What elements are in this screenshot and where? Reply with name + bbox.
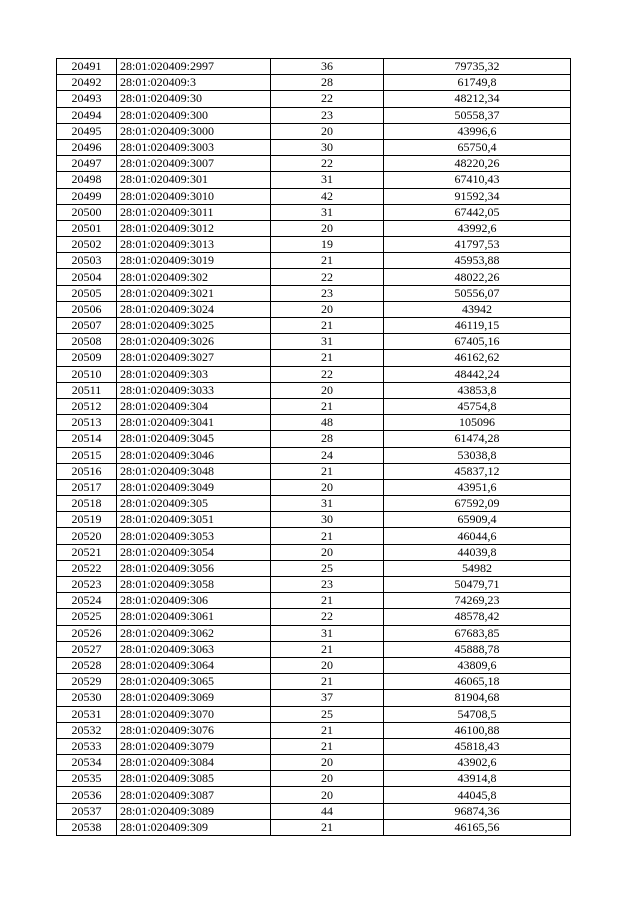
quantity-cell: 36	[271, 59, 384, 75]
cadastral-number-cell: 28:01:020409:3046	[117, 447, 271, 463]
row-number-cell: 20521	[57, 544, 117, 560]
cadastral-number-cell: 28:01:020409:3021	[117, 285, 271, 301]
row-number-cell: 20520	[57, 528, 117, 544]
table-row	[57, 301, 571, 317]
cadastral-number-cell: 28:01:020409:3069	[117, 690, 271, 706]
cadastral-number-cell: 28:01:020409:30	[117, 91, 271, 107]
quantity-cell: 20	[271, 479, 384, 495]
row-number-cell: 20498	[57, 172, 117, 188]
quantity-cell: 21	[271, 253, 384, 269]
quantity-cell: 19	[271, 237, 384, 253]
table-row	[57, 722, 571, 738]
table-row	[57, 463, 571, 479]
table-row	[57, 431, 571, 447]
table-row	[57, 496, 571, 512]
row-number-cell: 20507	[57, 318, 117, 334]
table-row	[57, 657, 571, 673]
row-number-cell: 20523	[57, 577, 117, 593]
table-row	[57, 706, 571, 722]
quantity-cell: 31	[271, 625, 384, 641]
value-cell: 43992,6	[384, 220, 571, 236]
value-cell: 50556,07	[384, 285, 571, 301]
cadastral-number-cell: 28:01:020409:3063	[117, 641, 271, 657]
table-row	[57, 479, 571, 495]
value-cell: 67410,43	[384, 172, 571, 188]
cadastral-number-cell: 28:01:020409:3058	[117, 577, 271, 593]
value-cell: 43942	[384, 301, 571, 317]
cadastral-table	[56, 58, 571, 836]
cadastral-number-cell: 28:01:020409:3089	[117, 803, 271, 819]
row-number-cell: 20508	[57, 334, 117, 350]
row-number-cell: 20524	[57, 593, 117, 609]
cadastral-number-cell: 28:01:020409:3061	[117, 609, 271, 625]
quantity-cell: 20	[271, 657, 384, 673]
cadastral-number-cell: 28:01:020409:3065	[117, 674, 271, 690]
row-number-cell: 20522	[57, 560, 117, 576]
value-cell: 50558,37	[384, 107, 571, 123]
table-row	[57, 318, 571, 334]
table-row	[57, 609, 571, 625]
row-number-cell: 20501	[57, 220, 117, 236]
quantity-cell: 23	[271, 107, 384, 123]
row-number-cell: 20513	[57, 415, 117, 431]
cadastral-number-cell: 28:01:020409:3053	[117, 528, 271, 544]
quantity-cell: 25	[271, 560, 384, 576]
value-cell: 74269,23	[384, 593, 571, 609]
value-cell: 43996,6	[384, 123, 571, 139]
table-row	[57, 285, 571, 301]
value-cell: 48212,34	[384, 91, 571, 107]
row-number-cell: 20536	[57, 787, 117, 803]
value-cell: 46100,88	[384, 722, 571, 738]
table-body	[57, 59, 571, 836]
value-cell: 46044,6	[384, 528, 571, 544]
table-row	[57, 237, 571, 253]
quantity-cell: 21	[271, 398, 384, 414]
cadastral-number-cell: 28:01:020409:3	[117, 75, 271, 91]
table-row	[57, 528, 571, 544]
cadastral-number-cell: 28:01:020409:3070	[117, 706, 271, 722]
table-row	[57, 253, 571, 269]
row-number-cell: 20499	[57, 188, 117, 204]
value-cell: 46165,56	[384, 819, 571, 835]
table-row	[57, 382, 571, 398]
quantity-cell: 21	[271, 722, 384, 738]
value-cell: 54982	[384, 560, 571, 576]
table-row	[57, 398, 571, 414]
row-number-cell: 20503	[57, 253, 117, 269]
quantity-cell: 23	[271, 577, 384, 593]
value-cell: 54708,5	[384, 706, 571, 722]
quantity-cell: 20	[271, 301, 384, 317]
value-cell: 46162,62	[384, 350, 571, 366]
quantity-cell: 28	[271, 431, 384, 447]
row-number-cell: 20515	[57, 447, 117, 463]
value-cell: 48578,42	[384, 609, 571, 625]
value-cell: 48442,24	[384, 366, 571, 382]
value-cell: 45888,78	[384, 641, 571, 657]
cadastral-number-cell: 28:01:020409:3076	[117, 722, 271, 738]
value-cell: 61474,28	[384, 431, 571, 447]
cadastral-number-cell: 28:01:020409:300	[117, 107, 271, 123]
quantity-cell: 30	[271, 512, 384, 528]
cadastral-number-cell: 28:01:020409:3013	[117, 237, 271, 253]
row-number-cell: 20531	[57, 706, 117, 722]
quantity-cell: 37	[271, 690, 384, 706]
value-cell: 45953,88	[384, 253, 571, 269]
quantity-cell: 21	[271, 593, 384, 609]
value-cell: 67442,05	[384, 204, 571, 220]
cadastral-number-cell: 28:01:020409:3012	[117, 220, 271, 236]
cadastral-number-cell: 28:01:020409:3027	[117, 350, 271, 366]
table-row	[57, 803, 571, 819]
quantity-cell: 31	[271, 334, 384, 350]
table-row	[57, 674, 571, 690]
row-number-cell: 20492	[57, 75, 117, 91]
value-cell: 43914,8	[384, 771, 571, 787]
quantity-cell: 21	[271, 318, 384, 334]
quantity-cell: 22	[271, 366, 384, 382]
quantity-cell: 31	[271, 172, 384, 188]
table-row	[57, 139, 571, 155]
row-number-cell: 20525	[57, 609, 117, 625]
table-row	[57, 625, 571, 641]
value-cell: 45818,43	[384, 738, 571, 754]
value-cell: 96874,36	[384, 803, 571, 819]
quantity-cell: 25	[271, 706, 384, 722]
table-row	[57, 91, 571, 107]
table-row	[57, 415, 571, 431]
value-cell: 48022,26	[384, 269, 571, 285]
quantity-cell: 21	[271, 641, 384, 657]
value-cell: 45754,8	[384, 398, 571, 414]
table-row	[57, 560, 571, 576]
quantity-cell: 30	[271, 139, 384, 155]
table-row	[57, 738, 571, 754]
row-number-cell: 20497	[57, 156, 117, 172]
row-number-cell: 20504	[57, 269, 117, 285]
row-number-cell: 20518	[57, 496, 117, 512]
table-row	[57, 641, 571, 657]
quantity-cell: 23	[271, 285, 384, 301]
quantity-cell: 22	[271, 156, 384, 172]
cadastral-number-cell: 28:01:020409:3010	[117, 188, 271, 204]
value-cell: 41797,53	[384, 237, 571, 253]
quantity-cell: 48	[271, 415, 384, 431]
cadastral-number-cell: 28:01:020409:3048	[117, 463, 271, 479]
row-number-cell: 20517	[57, 479, 117, 495]
quantity-cell: 44	[271, 803, 384, 819]
quantity-cell: 22	[271, 269, 384, 285]
table-row	[57, 787, 571, 803]
value-cell: 91592,34	[384, 188, 571, 204]
row-number-cell: 20516	[57, 463, 117, 479]
cadastral-number-cell: 28:01:020409:3079	[117, 738, 271, 754]
value-cell: 79735,32	[384, 59, 571, 75]
cadastral-number-cell: 28:01:020409:3056	[117, 560, 271, 576]
row-number-cell: 20528	[57, 657, 117, 673]
table-row	[57, 59, 571, 75]
value-cell: 45837,12	[384, 463, 571, 479]
row-number-cell: 20510	[57, 366, 117, 382]
quantity-cell: 20	[271, 787, 384, 803]
row-number-cell: 20519	[57, 512, 117, 528]
table-row	[57, 269, 571, 285]
quantity-cell: 28	[271, 75, 384, 91]
table-row	[57, 544, 571, 560]
value-cell: 61749,8	[384, 75, 571, 91]
cadastral-number-cell: 28:01:020409:3051	[117, 512, 271, 528]
table-row	[57, 188, 571, 204]
cadastral-number-cell: 28:01:020409:3007	[117, 156, 271, 172]
table-row	[57, 220, 571, 236]
row-number-cell: 20514	[57, 431, 117, 447]
cadastral-number-cell: 28:01:020409:304	[117, 398, 271, 414]
row-number-cell: 20506	[57, 301, 117, 317]
row-number-cell: 20537	[57, 803, 117, 819]
cadastral-number-cell: 28:01:020409:305	[117, 496, 271, 512]
row-number-cell: 20526	[57, 625, 117, 641]
table-row	[57, 366, 571, 382]
quantity-cell: 22	[271, 91, 384, 107]
value-cell: 46065,18	[384, 674, 571, 690]
table-row	[57, 593, 571, 609]
value-cell: 46119,15	[384, 318, 571, 334]
table-row	[57, 447, 571, 463]
cadastral-number-cell: 28:01:020409:3024	[117, 301, 271, 317]
value-cell: 44039,8	[384, 544, 571, 560]
row-number-cell: 20500	[57, 204, 117, 220]
table-row	[57, 334, 571, 350]
table-row	[57, 156, 571, 172]
row-number-cell: 20538	[57, 819, 117, 835]
table-row	[57, 819, 571, 835]
table-row	[57, 577, 571, 593]
cadastral-number-cell: 28:01:020409:302	[117, 269, 271, 285]
cadastral-number-cell: 28:01:020409:3054	[117, 544, 271, 560]
table-row	[57, 123, 571, 139]
quantity-cell: 20	[271, 544, 384, 560]
quantity-cell: 21	[271, 674, 384, 690]
quantity-cell: 20	[271, 123, 384, 139]
row-number-cell: 20527	[57, 641, 117, 657]
quantity-cell: 20	[271, 771, 384, 787]
row-number-cell: 20509	[57, 350, 117, 366]
row-number-cell: 20535	[57, 771, 117, 787]
row-number-cell: 20533	[57, 738, 117, 754]
row-number-cell: 20512	[57, 398, 117, 414]
cadastral-number-cell: 28:01:020409:3026	[117, 334, 271, 350]
value-cell: 43853,8	[384, 382, 571, 398]
cadastral-number-cell: 28:01:020409:3000	[117, 123, 271, 139]
table-row	[57, 771, 571, 787]
cadastral-number-cell: 28:01:020409:3041	[117, 415, 271, 431]
row-number-cell: 20493	[57, 91, 117, 107]
row-number-cell: 20502	[57, 237, 117, 253]
cadastral-number-cell: 28:01:020409:3085	[117, 771, 271, 787]
cadastral-number-cell: 28:01:020409:3064	[117, 657, 271, 673]
cadastral-number-cell: 28:01:020409:3011	[117, 204, 271, 220]
quantity-cell: 31	[271, 496, 384, 512]
value-cell: 43951,6	[384, 479, 571, 495]
quantity-cell: 20	[271, 755, 384, 771]
table-row	[57, 350, 571, 366]
row-number-cell: 20505	[57, 285, 117, 301]
row-number-cell: 20530	[57, 690, 117, 706]
quantity-cell: 31	[271, 204, 384, 220]
cadastral-number-cell: 28:01:020409:3087	[117, 787, 271, 803]
quantity-cell: 21	[271, 463, 384, 479]
quantity-cell: 22	[271, 609, 384, 625]
value-cell: 53038,8	[384, 447, 571, 463]
cadastral-number-cell: 28:01:020409:3003	[117, 139, 271, 155]
table-row	[57, 690, 571, 706]
value-cell: 43902,6	[384, 755, 571, 771]
cadastral-number-cell: 28:01:020409:3062	[117, 625, 271, 641]
row-number-cell: 20532	[57, 722, 117, 738]
value-cell: 65909,4	[384, 512, 571, 528]
cadastral-number-cell: 28:01:020409:303	[117, 366, 271, 382]
value-cell: 48220,26	[384, 156, 571, 172]
row-number-cell: 20494	[57, 107, 117, 123]
value-cell: 67405,16	[384, 334, 571, 350]
quantity-cell: 24	[271, 447, 384, 463]
row-number-cell: 20491	[57, 59, 117, 75]
cadastral-number-cell: 28:01:020409:301	[117, 172, 271, 188]
value-cell: 67592,09	[384, 496, 571, 512]
table-row	[57, 107, 571, 123]
table-row	[57, 172, 571, 188]
row-number-cell: 20495	[57, 123, 117, 139]
value-cell: 105096	[384, 415, 571, 431]
table-row	[57, 204, 571, 220]
cadastral-number-cell: 28:01:020409:306	[117, 593, 271, 609]
value-cell: 50479,71	[384, 577, 571, 593]
row-number-cell: 20534	[57, 755, 117, 771]
table-row	[57, 512, 571, 528]
value-cell: 44045,8	[384, 787, 571, 803]
value-cell: 81904,68	[384, 690, 571, 706]
row-number-cell: 20496	[57, 139, 117, 155]
quantity-cell: 20	[271, 220, 384, 236]
quantity-cell: 21	[271, 350, 384, 366]
cadastral-number-cell: 28:01:020409:3019	[117, 253, 271, 269]
value-cell: 43809,6	[384, 657, 571, 673]
cadastral-number-cell: 28:01:020409:3049	[117, 479, 271, 495]
cadastral-number-cell: 28:01:020409:3045	[117, 431, 271, 447]
quantity-cell: 21	[271, 528, 384, 544]
cadastral-number-cell: 28:01:020409:3033	[117, 382, 271, 398]
quantity-cell: 21	[271, 738, 384, 754]
value-cell: 65750,4	[384, 139, 571, 155]
cadastral-number-cell: 28:01:020409:309	[117, 819, 271, 835]
cadastral-number-cell: 28:01:020409:3025	[117, 318, 271, 334]
table-row	[57, 755, 571, 771]
row-number-cell: 20511	[57, 382, 117, 398]
value-cell: 67683,85	[384, 625, 571, 641]
quantity-cell: 21	[271, 819, 384, 835]
quantity-cell: 42	[271, 188, 384, 204]
cadastral-number-cell: 28:01:020409:2997	[117, 59, 271, 75]
row-number-cell: 20529	[57, 674, 117, 690]
table-row	[57, 75, 571, 91]
quantity-cell: 20	[271, 382, 384, 398]
cadastral-number-cell: 28:01:020409:3084	[117, 755, 271, 771]
